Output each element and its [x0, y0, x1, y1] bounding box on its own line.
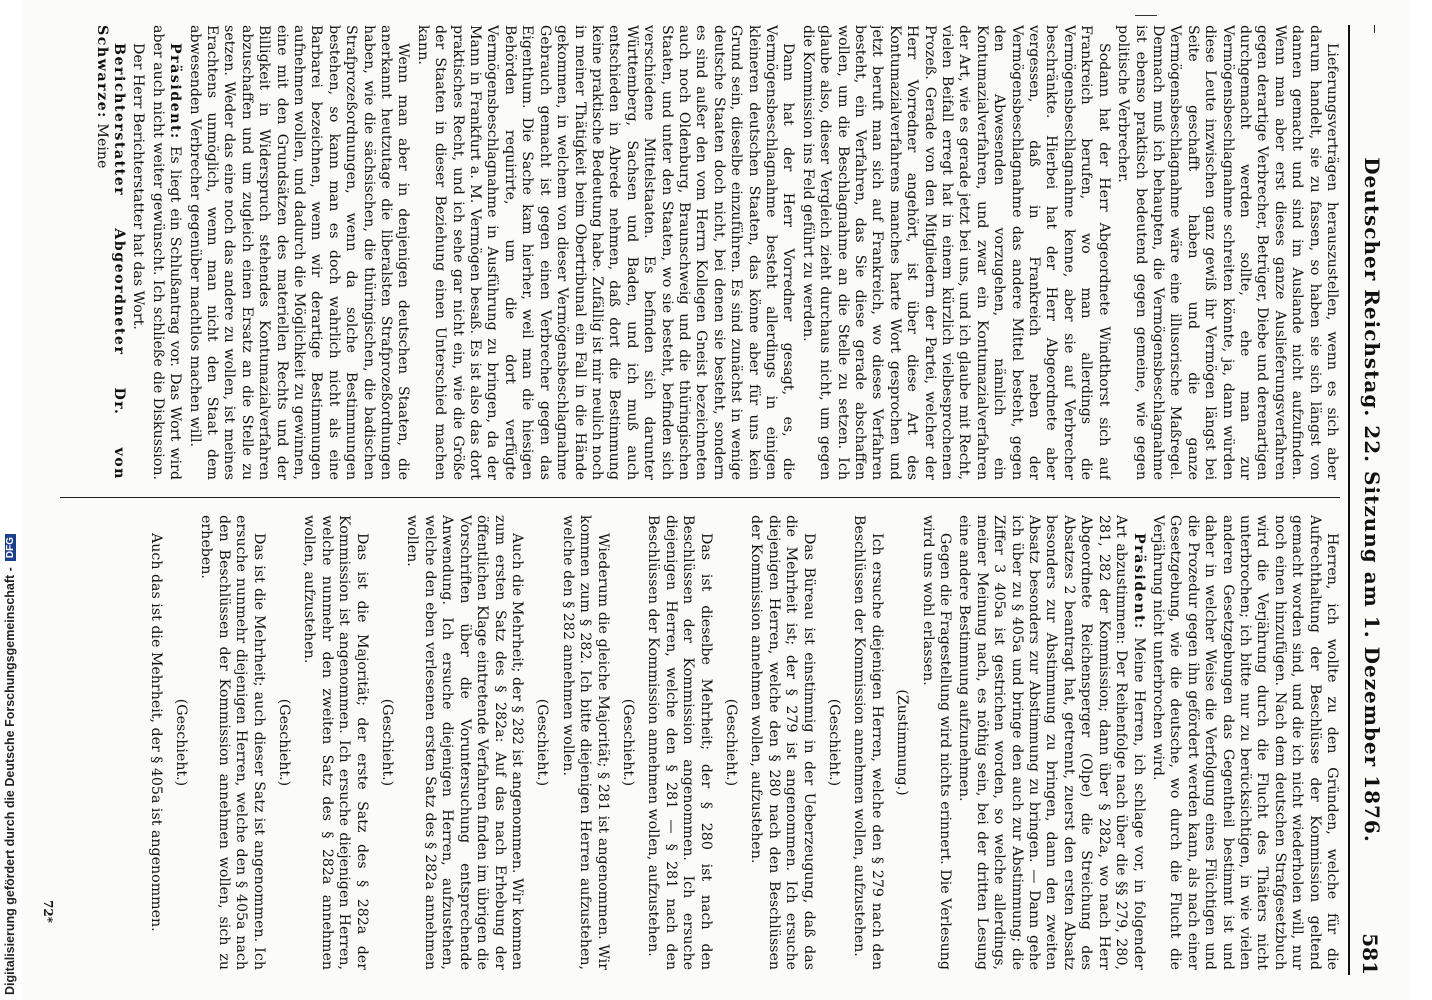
funding-notice — [3, 5, 19, 995]
paragraph: Der Herr Berichterstatter hat das Wort. — [130, 43, 147, 330]
paragraph: Das ist die Mehrheit; auch dieser Satz ist angenommen. Ich ersuche nunmehr diejenigen Herren, welche den § 405a nach den Beschlüssen der Kommission annehmen wollen, sich zu erheben. — [198, 515, 267, 970]
statement-text: Es liegt ein Schlußantrag vor. Das Wort wird aber auch nicht weiter gewünscht. Ich schließe die Diskussion. — [149, 25, 184, 480]
reporter-statement — [92, 25, 127, 480]
paragraph: Wenn man aber in denjenigen deutschen Staaten, die anerkannt heutzutage die liberalsten Strafprozeßordnungen haben, wie die sächsischen, die thüringischen, die badischen Strafprozeßordnungen, wenn da solche Bestimmungen bestehen, so kann man es doch wahrlich nicht als eine Barbarei bezeichnen, wenn wir derartige Bestimmungen aufnehmen wollen, und dadurch die Möglichkeit zu gewinnen, eine mit den Grundsätzen des materiellen Rechts und der Billigkeit in Widerspruch stehendes Kontumazialverfahren abzuschaffen und um zugleich einen Ersatz an die Stelle zu setzen. Weder das eine noch das andere zu wollen, ist meines Erachtens unmöglich, wenn man nicht den Staat dem abwesenden Verbrecher gegenüber machtlos machen will. — [186, 25, 412, 480]
statement-text: Meine — [93, 123, 110, 169]
statement-text: Meine Herren, ich schlage vor, in folgender Art abzustimmen: Der Reihenfolge nach über die §§ 279, 280, 281, 282 der Kommission; dann über § 282a, wo nach Herr Abgeordnete Reichensperger (Olpe) die Streichung des Absatzes 2 beantragt hat, getrennt, zuerst den ersten Absatz besonders zur Abstimmung zu bringen, dann den zweiten Absatz besonders zur Abstimmung zu bringen. — Dann gehe ich über zu § 405a und bringe den auch zur Abstimmung; die Ziffer 3 405a ist gestrichen worden, so welche allerdings, meiner Meinung nach, es nöthig sein, bei der dritten Lesung eine andere Bestimmung aufzunehmen. — [956, 515, 1147, 970]
scan-mark — [1135, 15, 1157, 16]
paragraph: Das ist dieselbe Mehrheit; der § 280 ist nach den Beschlüssen der Kommission angenommen. Ich ersuche diejenigen Herren, welche den § 281 — § 281 nach den Beschlüssen der Kommission annehmen wollen, aufzustehen. — [645, 515, 714, 970]
stage-note: (Geschieht.) — [534, 698, 551, 787]
scanned-page — [20, 0, 1410, 1000]
stage-note: (Geschieht.) — [379, 698, 396, 787]
stage-note: (Geschieht.) — [173, 698, 190, 787]
funding-sidebar — [0, 0, 22, 1000]
stage-note: (Geschieht.) — [826, 698, 843, 787]
paragraph: Dann hat der Herr Vorredner gesagt, es, die Vermögensbeschlagnahme besteht allerdings in einigen kleineren deutschen Staaten, das könne aber für uns kein Grund sein, dieselbe einzuführen. Es sind zunächst in wenige deutsche Staaten doch nicht, bei denen sie besteht, sondern es sind außer den vom Herrn Kollegen Gneist bezeichneten auch noch Oldenburg, Braunschweig und die thüringischen Staaten, und unter den Staaten, wo sie besteht, befinden sich verschiedene Mittelstaaten. Es befinden sich darunter Württemberg, Sachsen und Baden, und ich muß auch entschieden in Abrede nehmen, daß dort die Bestimmung keine praktische Bedeutung habe. Zufällig ist mir neulich noch in meiner Thätigkeit beim Obertribunal ein Fall in die Hände gekommen, in welchem von dieser Vermögensbeschlagnahme Gebrauch gemacht ist gegen einen Verbrecher gegen das Eigenthum. Die Sache kam hierher, weil man die hiesigen Behörden requirirte, um die dort verfügte Vermögensbeschlagnahme in Ausführung zu bringen, da der Mann in Frankfurt a. M. Vermögen besaß. Es ist also das dort praktisches Recht, und ich sehe gar nicht ein, wie die Größe der Staaten in dieser Beziehung einen Unterschied machen kann. — [414, 25, 797, 480]
speaker-name: Berichterstatter Abgeordneter Dr. von Schwarze: — [93, 25, 127, 480]
paragraph: Gegen die Fragestellung wird nichts erinnert. Die Verlesung wird uns wohl erlassen. — [919, 515, 954, 970]
header-mark: — — [1367, 25, 1382, 33]
president-statement — [148, 25, 183, 480]
stage-note: (Geschieht.) — [276, 698, 293, 787]
stage-note: (Geschieht.) — [723, 698, 739, 787]
stage-note: (Geschieht.) — [619, 698, 636, 787]
paragraph: Wiederum die gleiche Majorität; § 281 ist angenommen. Wir kommen zum § 282. Ich bitte diejenigen Herren aufzustehen, welche den § 282 annehmen wollen. — [559, 515, 611, 970]
column-divider — [60, 497, 1340, 498]
paragraph: Das Büreau ist einstimmig in der Ueberzeugung, daß das die Mehrheit ist; der § 279 ist angenommen. Ich ersuche diejenigen Herren, welche den § 280 nach den Beschlüssen der Kommission annehmen wollen, aufzustehen. — [748, 515, 817, 970]
page-title: Deutscher Reichstag. 22. Sitzung am 1. Dezember 1876. — [1360, 157, 1384, 843]
dfg-logo: DFG — [5, 534, 16, 561]
paragraph: Lieferungsverträgen herauszustellen, wenn es sich aber darum handelt, sie zu fassen, so haben sie sich längst von dannen gemacht und sind im Auslande nicht aufzufinden. Wenn man aber erst dieses ganze Auslieferungsverfahren gegen derartige Verbrecher, Betrüger, Diebe und derenartigen durchgemacht werden sollte, ehe man zur Vermögensbeschlagnahme schreiten könnte, ja, dann würden diese Leute inzwischen ganz gewiß ihr Vermögen längst bei Seite geschafft haben und die ganze Vermögensbeschlagnahme wäre eine illusorische Maßregel. Demnach muß ich behaupten, die Vermögensbeschlagnahme ist ebenso praktisch bedeutend gegen gemeine, wie gegen politische Verbrecher. — [1115, 25, 1340, 480]
paragraph: Ich ersuche diejenigen Herren, welche den § 279 nach den Beschlüssen der Kommission annehmen wollen, aufzustehen. — [851, 515, 885, 970]
speaker-name: Präsident: — [1130, 533, 1147, 630]
left-column — [60, 25, 1340, 480]
paragraph: Herren, ich wollte zu den Gründen, welche für die Aufrechthaltung der Beschlüsse der Kommission geltend gemacht worden sind, und die ich nicht wiederholen will, nur noch einen hinzufügen. Nach dem deutschen Strafgesetzbuch wird die Verjährung durch die Flucht des Thäters nicht unterbrochen; ich bitte nur zu berücksichtigen, in wie vielen anderen Gesetzgebungen das Gegentheil bestimmt ist und daher in welcher Weise die Verfolgung eines Flüchtigen und die Prozedur gegen ihn gefördert werden kann, als nach einer Gesetzgebung, wie die deutsche, wo durch die Flucht die Verjährung nicht unterbrochen wird. — [1149, 515, 1340, 970]
paragraph: Sodann hat der Herr Abgeordnete Windthorst sich auf Frankreich berufen, wo man allerdings die Vermögensbeschlagnahme kenne, aber sie auf Verbrecher beschränkte. Hierbei hat der Herr Abgeordnete aber vergessen, daß in Frankreich neben der Vermögensbeschlagnahme das andere Mittel besteht, gegen den Abwesenden vorzugehen, nämlich ein Kontumazialverfahren, und zwar ein Kontumazialverfahren der Art, wie es gerade jetzt bei uns, und ich glaube mit Recht, vielen Beifall erregt hat in einem kürzlich vielbesprochenen Prozeß. Gerade von den Mitgliedern der Partei, welcher der Herr Vorredner angehört, ist über diese Art des Kontumazialverfahrens manches harte Wort gesprochen und jetzt beruft man sich auf Frankreich, wo dieses Verfahren besteht, ein Verfahren, das Sie diese gerade abschaffen wollen, um die Beschlagnahme an die Stelle zu setzen. Ich glaube also, dieser Vergleich zieht durchaus nicht, um gegen die Kommission ins Feld geführt zu werden. — [799, 25, 1112, 480]
paragraph: Auch die Mehrheit; der § 282 ist angenommen. Wir kommen zum ersten Satz des § 282a: Auf das nach Erhebung der öffentlichen Klage eintretende Verfahren finden im übrigen die Vorschriften über die Voruntersuchung entsprechende Anwendung. Ich ersuche diejenigen Herren, aufzustehen, welche den eben verlesenen ersten Satz des § 282a annehmen wollen. — [404, 515, 525, 970]
paragraph: Auch das ist die Mehrheit, der § 405a ist angenommen. — [147, 533, 164, 932]
president-statement — [955, 515, 1146, 970]
stage-note: (Zustimmung.) — [894, 689, 911, 796]
funding-text: Digitalisierung gefördert durch die Deutsche Forschungsgemeinschaft - — [3, 567, 17, 995]
page-number: 581 — [1358, 933, 1382, 975]
page-header — [1348, 25, 1390, 975]
right-column — [60, 515, 1340, 970]
paragraph: Das ist die Majorität; der erste Satz des § 282a der Kommission ist angenommen. Ich ersuche diejenigen Herren, welche nunmehr den zweiten Satz des § 282a annehmen wollen, aufzustehen. — [301, 515, 370, 970]
speaker-name: Präsident: — [167, 43, 184, 140]
signature-mark: 72* — [41, 900, 55, 923]
